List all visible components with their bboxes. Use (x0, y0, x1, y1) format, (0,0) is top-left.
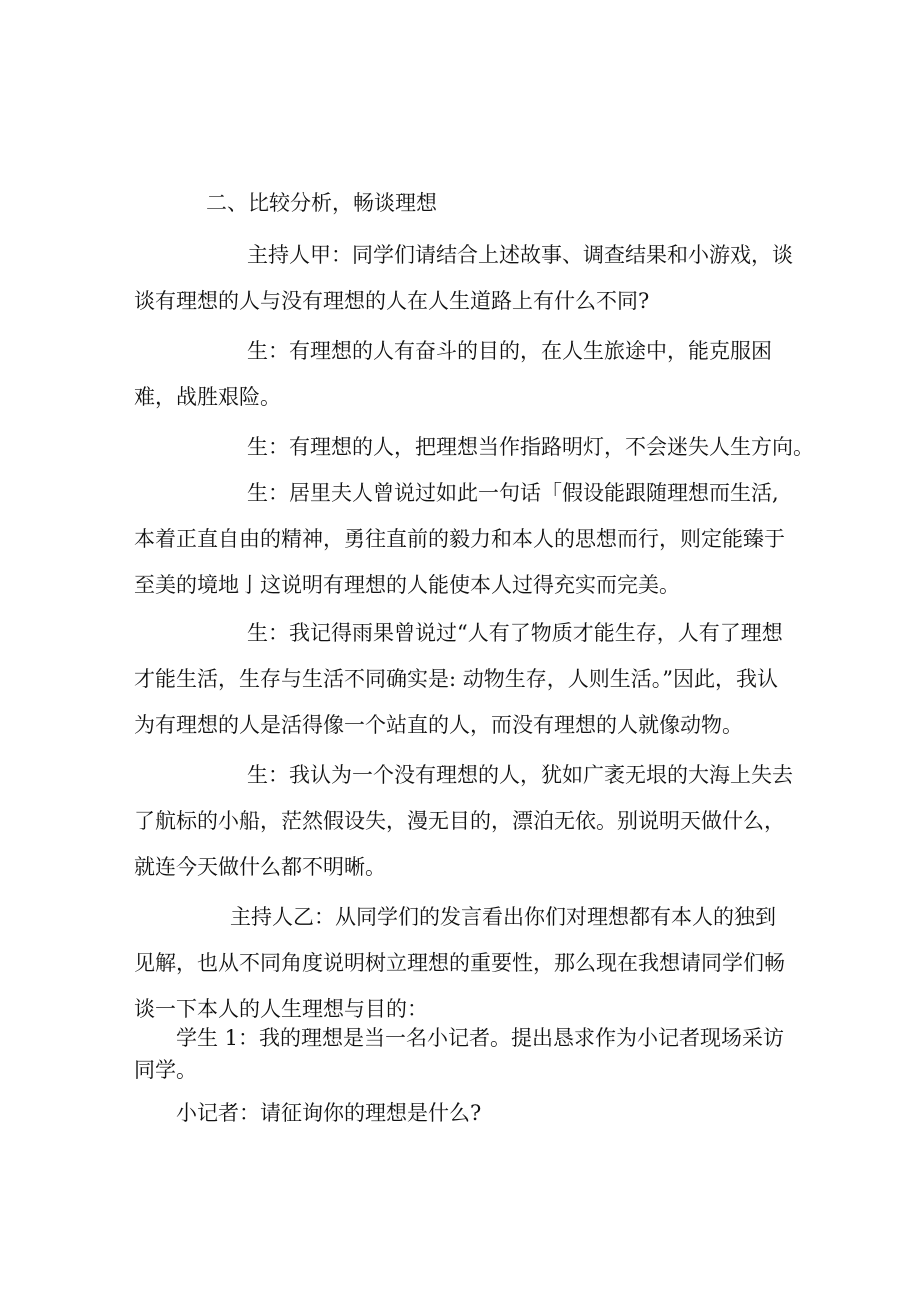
paragraph-student-answer-4: 生：我记得雨果曾说过“人有了物质才能生存，人有了理想才能生活，生存与生活不同确实是: 动物生存，人则生活。”因此，我认为有理想的人是活得像一个站直的人，而没有理想的人就像动物。 (134, 621, 783, 737)
paragraph-host-b-prompt: 主持人乙：从同学们的发言看出你们对理想都有本人的独到见解，也从不同角度说明树立理想的重要性，那么现在我想请同学们畅谈一下本人的人生理想与目的： (134, 905, 785, 1021)
paragraph-student-answer-2: 生：有理想的人，把理想当作指路明灯，不会迷失人生方向。 (247, 435, 814, 459)
paragraph-student-answer-1: 生：有理想的人有奋斗的目的，在人生旅途中，能克服困难，战胜艰险。 (134, 339, 772, 409)
paragraph-student-1: 学生 1：我的理想是当一名小记者。提出恳求作为小记者现场采访同学。 (134, 1026, 785, 1082)
paragraph-host-a-question: 主持人甲：同学们请结合上述故事、调查结果和小游戏，谈谈有理想的人与没有理想的人在人生道路上有什么不同? (134, 243, 793, 313)
section-heading: 二、比较分析，畅谈理想 (206, 191, 437, 215)
paragraph-reporter-question: 小记者：请征询你的理想是什么? (176, 1101, 482, 1125)
paragraph-student-answer-3: 生：居里夫人曾说过如此一句话「假设能跟随理想而生活,本着正直自由的精神，勇往直前的毅力和本人的思想而行，则定能臻于至美的境地亅这说明有理想的人能使本人过得充实而完美。 (134, 481, 785, 597)
paragraph-student-answer-5: 生：我认为一个没有理想的人，犹如广袤无垠的大海上失去了航标的小船，茫然假设失，漫无目的，漂泊无依。别说明天做什么，就连今天做什么都不明晰。 (134, 763, 793, 879)
